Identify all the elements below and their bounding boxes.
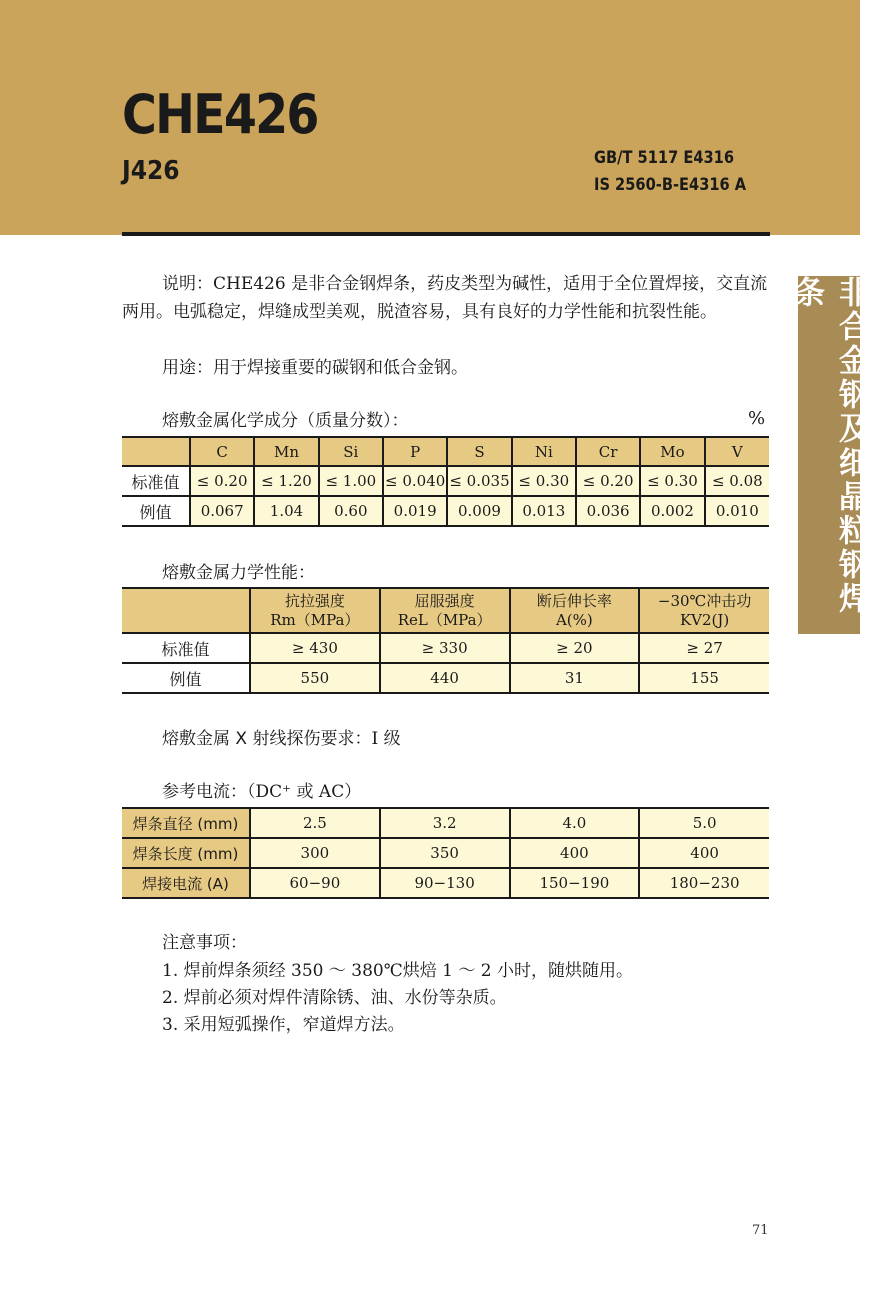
current-type: （DC⁺ 或 AC） <box>247 782 362 802</box>
table-cell: 5.0 <box>639 808 769 838</box>
category-side-tab: 非合金钢及细晶粒钢焊条 <box>798 276 860 634</box>
table-cell: 0.013 <box>512 496 576 526</box>
mechanical-col-header <box>250 588 380 633</box>
list-item: 2. 焊前必须对焊件清除锈、油、水份等杂质。 <box>162 988 507 1008</box>
table-cell: ≤ 0.20 <box>190 466 254 496</box>
row-label: 焊条长度 (mm) <box>122 838 250 868</box>
header-line: 抗拉强度 <box>284 591 345 610</box>
table-cell: ≤ 0.30 <box>512 466 576 496</box>
table-cell: 31 <box>510 663 640 693</box>
list-item: 3. 采用短弧操作，窄道焊方法。 <box>162 1015 405 1035</box>
table-cell: ≤ 0.035 <box>447 466 511 496</box>
table-row <box>122 838 769 868</box>
description-paragraph <box>122 270 772 326</box>
table-cell: 0.010 <box>705 496 769 526</box>
table-cell: ≤ 1.20 <box>254 466 318 496</box>
xray-value: I 级 <box>371 729 401 749</box>
chemical-col-header: Mn <box>254 437 318 466</box>
row-label: 焊条直径 (mm) <box>122 808 250 838</box>
table-cell: 0.067 <box>190 496 254 526</box>
usage-label: 用途： <box>162 358 213 378</box>
header-divider <box>122 232 770 236</box>
chemical-col-header: Cr <box>576 437 640 466</box>
header-line: 屈服强度 <box>414 591 475 610</box>
row-label: 例值 <box>122 663 250 693</box>
table-cell: 90−130 <box>380 868 510 898</box>
current-table <box>122 807 769 899</box>
table-cell: 400 <box>639 838 769 868</box>
table-cell: 3.2 <box>380 808 510 838</box>
xray-label: 熔敷金属 X 射线探伤要求： <box>162 729 372 749</box>
table-cell: 180−230 <box>639 868 769 898</box>
notes-title: 注意事项： <box>162 933 247 953</box>
description-label: 说明： <box>162 274 213 294</box>
usage-text: 用于焊接重要的碳钢和低合金钢。 <box>213 358 468 378</box>
list-item: 1. 焊前焊条须经 350 ～ 380℃烘焙 1 ～ 2 小时，随烘随用。 <box>162 961 633 981</box>
table-cell: 0.60 <box>319 496 383 526</box>
table-row <box>122 808 769 838</box>
standards-block <box>594 145 746 199</box>
chemical-col-header: C <box>190 437 254 466</box>
header-unit: A(%) <box>555 610 593 629</box>
notes-list <box>162 958 782 1039</box>
table-cell: 60−90 <box>250 868 380 898</box>
table-cell: ≤ 0.20 <box>576 466 640 496</box>
table-cell: ≥ 27 <box>639 633 769 663</box>
mechanical-title: 熔敷金属力学性能： <box>162 563 315 583</box>
mechanical-col-header <box>510 588 640 633</box>
table-cell: 300 <box>250 838 380 868</box>
row-label: 焊接电流 (A) <box>122 868 250 898</box>
table-cell: 0.019 <box>383 496 447 526</box>
mechanical-table <box>122 587 769 694</box>
table-cell: 0.036 <box>576 496 640 526</box>
chemical-col-header: Mo <box>640 437 704 466</box>
table-cell: 150−190 <box>510 868 640 898</box>
table-cell: ≤ 1.00 <box>319 466 383 496</box>
row-label: 标准值 <box>122 633 250 663</box>
table-cell: 400 <box>510 838 640 868</box>
table-row <box>122 663 769 693</box>
current-line <box>162 780 361 804</box>
table-row <box>122 633 769 663</box>
chemical-col-header: Ni <box>512 437 576 466</box>
chemical-header-row <box>122 437 769 466</box>
standard-gb: GB/T 5117 E4316 <box>594 148 735 168</box>
table-cell: ≤ 0.08 <box>705 466 769 496</box>
mechanical-col-header <box>380 588 510 633</box>
page-number: 71 <box>752 1223 769 1238</box>
header-line: 断后伸长率 <box>536 591 612 610</box>
table-cell: 0.002 <box>640 496 704 526</box>
table-cell: 1.04 <box>254 496 318 526</box>
usage-paragraph <box>162 354 812 382</box>
table-cell: 2.5 <box>250 808 380 838</box>
table-cell: ≥ 20 <box>510 633 640 663</box>
table-cell: 350 <box>380 838 510 868</box>
table-cell: 440 <box>380 663 510 693</box>
table-cell: ≥ 430 <box>250 633 380 663</box>
chemical-unit: % <box>748 408 766 429</box>
header-line: −30℃冲击功 <box>657 591 752 610</box>
table-cell: ≤ 0.30 <box>640 466 704 496</box>
chemical-col-header: Si <box>319 437 383 466</box>
table-cell: 155 <box>639 663 769 693</box>
mechanical-header-row <box>122 588 769 633</box>
chemical-col-header: P <box>383 437 447 466</box>
table-row <box>122 466 769 496</box>
table-cell: 0.009 <box>447 496 511 526</box>
chemical-table <box>122 436 769 527</box>
row-label: 例值 <box>122 496 190 526</box>
header-unit: ReL（MPa） <box>397 610 492 629</box>
table-row <box>122 868 769 898</box>
mechanical-corner-cell <box>122 588 250 633</box>
current-label: 参考电流： <box>162 782 247 802</box>
table-row <box>122 496 769 526</box>
description-text: CHE426 是非合金钢焊条，药皮类型为碱性，适用于全位置焊接，交直流两用。电弧稳定，焊缝成型美观，脱渣容易，具有良好的力学性能和抗裂性能。 <box>122 274 768 322</box>
chemical-corner-cell <box>122 437 190 466</box>
header-unit: Rm（MPa） <box>270 610 360 629</box>
chemical-col-header: V <box>705 437 769 466</box>
xray-line <box>162 727 401 751</box>
product-alt-code: J426 <box>122 156 180 186</box>
row-label: 标准值 <box>122 466 190 496</box>
mechanical-col-header <box>639 588 769 633</box>
chemical-col-header: S <box>447 437 511 466</box>
chemical-title: 熔敷金属化学成分（质量分数）： <box>162 411 409 431</box>
standard-is: IS 2560-B-E4316 A <box>594 175 747 195</box>
table-cell: ≤ 0.040 <box>383 466 447 496</box>
header-unit: KV2(J) <box>679 610 730 629</box>
product-code: CHE426 <box>122 83 318 146</box>
table-cell: 4.0 <box>510 808 640 838</box>
table-cell: 550 <box>250 663 380 693</box>
table-cell: ≥ 330 <box>380 633 510 663</box>
